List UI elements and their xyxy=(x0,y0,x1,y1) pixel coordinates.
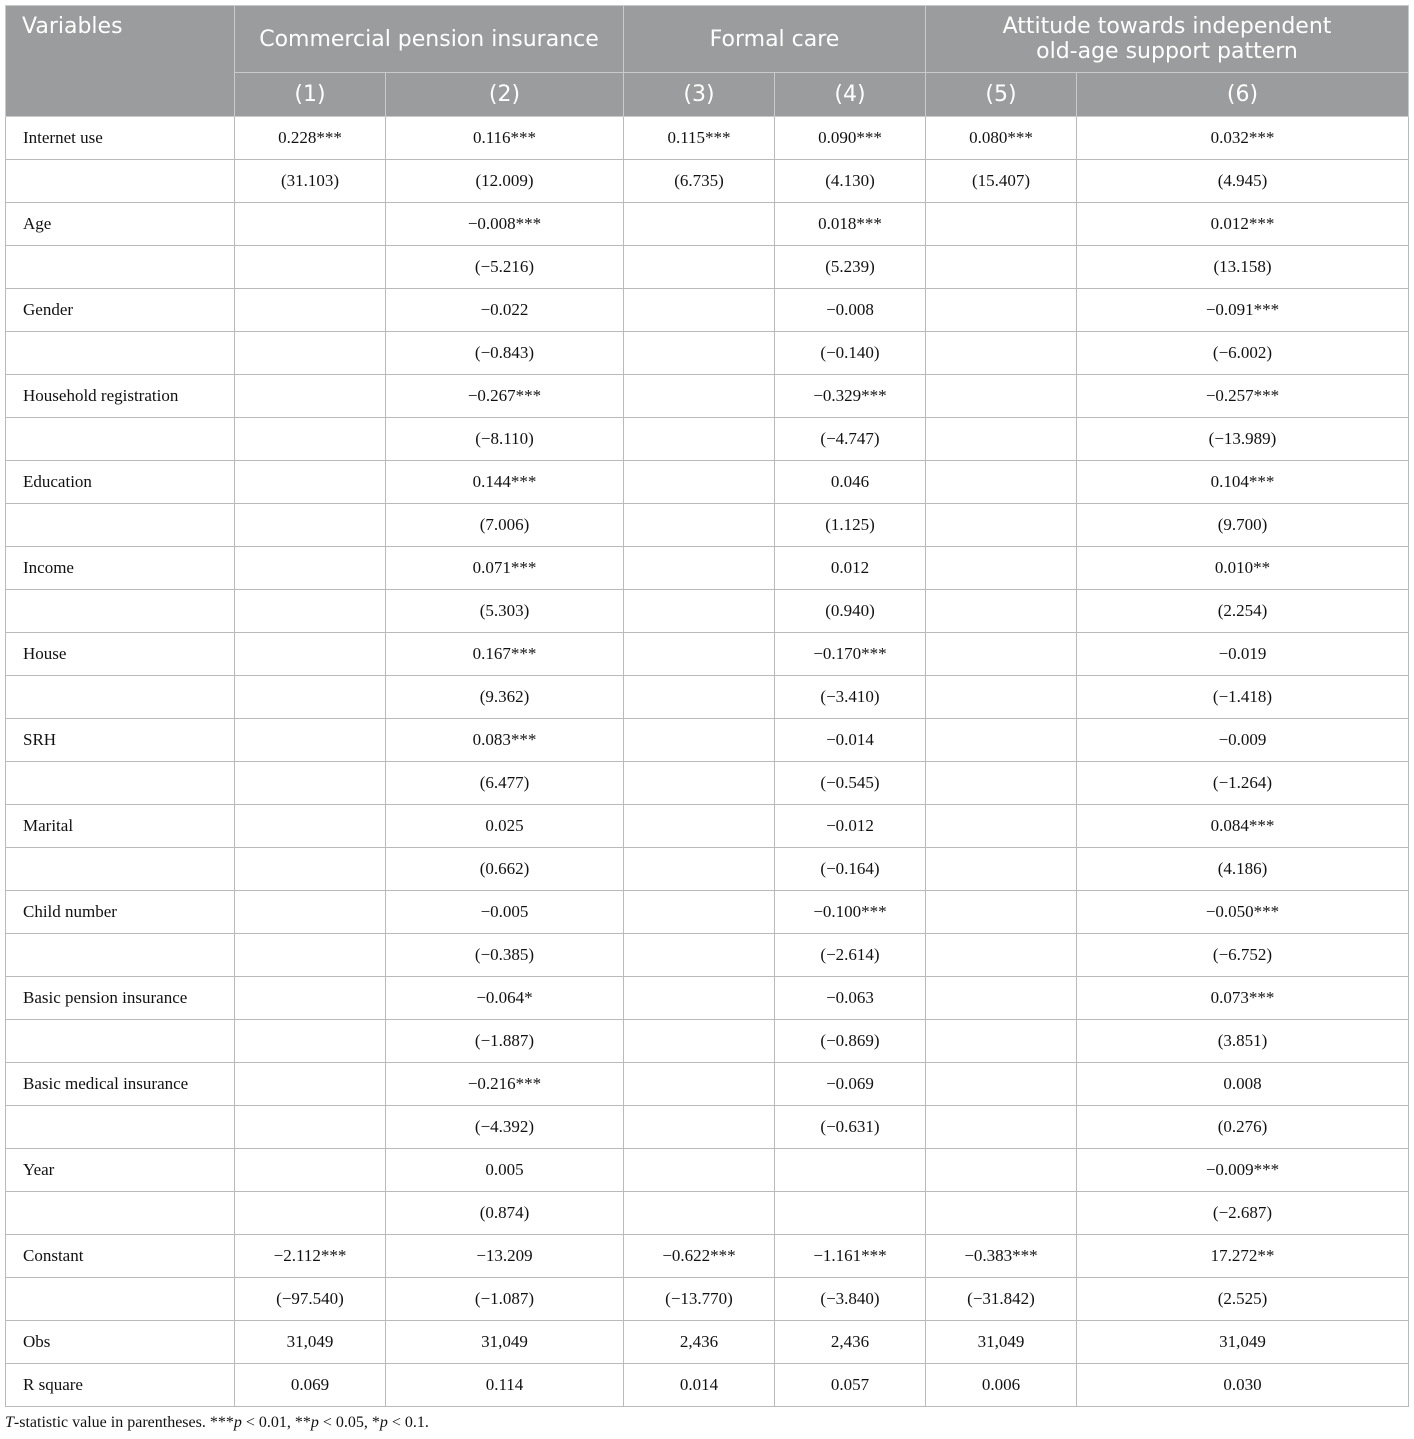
table-cell: −0.622*** xyxy=(624,1235,775,1278)
table-cell: (0.662) xyxy=(386,848,624,891)
table-cell: (9.362) xyxy=(386,676,624,719)
table-cell: (−2.687) xyxy=(1077,1192,1409,1235)
table-cell: (−0.385) xyxy=(386,934,624,977)
table-cell xyxy=(624,977,775,1020)
table-cell xyxy=(235,762,386,805)
table-row xyxy=(6,1149,1409,1192)
row-label xyxy=(6,590,235,633)
table-cell: (−4.392) xyxy=(386,1106,624,1149)
table-cell xyxy=(926,1020,1077,1063)
row-label: SRH xyxy=(6,719,235,762)
row-label: Basic medical insurance xyxy=(6,1063,235,1106)
table-cell: (31.103) xyxy=(235,160,386,203)
table-cell xyxy=(235,676,386,719)
variables-header: Variables xyxy=(6,6,235,117)
table-cell: 0.012*** xyxy=(1077,203,1409,246)
table-cell: −0.019 xyxy=(1077,633,1409,676)
table-cell xyxy=(235,848,386,891)
table-cell: (13.158) xyxy=(1077,246,1409,289)
table-cell xyxy=(926,1192,1077,1235)
table-cell xyxy=(775,1192,926,1235)
row-label xyxy=(6,160,235,203)
group-header-commercial-pension xyxy=(235,6,624,73)
table-row xyxy=(6,1106,1409,1149)
table-cell xyxy=(926,633,1077,676)
row-label: Age xyxy=(6,203,235,246)
table-cell xyxy=(624,1063,775,1106)
table-cell: (0.276) xyxy=(1077,1106,1409,1149)
table-cell: (−6.752) xyxy=(1077,934,1409,977)
table-cell xyxy=(624,375,775,418)
group-header-line1: Formal care xyxy=(709,26,840,52)
table-cell xyxy=(926,203,1077,246)
row-label xyxy=(6,848,235,891)
table-row xyxy=(6,719,1409,762)
table-cell xyxy=(926,547,1077,590)
table-cell: (−8.110) xyxy=(386,418,624,461)
table-row xyxy=(6,289,1409,332)
table-cell: 0.046 xyxy=(775,461,926,504)
table-cell: 0.010** xyxy=(1077,547,1409,590)
table-row xyxy=(6,1235,1409,1278)
table-cell xyxy=(235,719,386,762)
table-cell: (−2.614) xyxy=(775,934,926,977)
table-header xyxy=(6,6,1409,117)
table-cell xyxy=(624,934,775,977)
table-cell: 0.012 xyxy=(775,547,926,590)
table-cell: (2.254) xyxy=(1077,590,1409,633)
table-cell: 0.115*** xyxy=(624,117,775,160)
table-row xyxy=(6,1364,1409,1407)
table-cell xyxy=(926,461,1077,504)
row-label: Obs xyxy=(6,1321,235,1364)
footnote-threshold-3: < 0.1. xyxy=(387,1414,429,1431)
table-cell: −0.329*** xyxy=(775,375,926,418)
table-cell: (7.006) xyxy=(386,504,624,547)
table-cell: −0.022 xyxy=(386,289,624,332)
table-row xyxy=(6,1063,1409,1106)
table-cell: (6.477) xyxy=(386,762,624,805)
row-label: Constant xyxy=(6,1235,235,1278)
table-cell: 0.071*** xyxy=(386,547,624,590)
table-cell: 2,436 xyxy=(624,1321,775,1364)
table-cell: 31,049 xyxy=(926,1321,1077,1364)
table-row xyxy=(6,590,1409,633)
table-cell xyxy=(624,1106,775,1149)
table-row xyxy=(6,762,1409,805)
table-row xyxy=(6,418,1409,461)
table-cell: −0.012 xyxy=(775,805,926,848)
row-label xyxy=(6,1106,235,1149)
table-cell: 0.057 xyxy=(775,1364,926,1407)
table-cell xyxy=(624,891,775,934)
table-cell: −0.005 xyxy=(386,891,624,934)
table-row xyxy=(6,375,1409,418)
table-cell: (−6.002) xyxy=(1077,332,1409,375)
table-cell xyxy=(235,977,386,1020)
table-cell: −0.267*** xyxy=(386,375,624,418)
table-cell xyxy=(926,590,1077,633)
table-cell: −0.257*** xyxy=(1077,375,1409,418)
table-cell xyxy=(926,977,1077,1020)
table-cell xyxy=(235,289,386,332)
table-cell xyxy=(624,203,775,246)
table-cell: −0.050*** xyxy=(1077,891,1409,934)
table-cell xyxy=(624,633,775,676)
table-cell xyxy=(235,547,386,590)
table-cell xyxy=(624,1192,775,1235)
table-cell: −0.091*** xyxy=(1077,289,1409,332)
table-cell: 0.030 xyxy=(1077,1364,1409,1407)
table-cell xyxy=(624,848,775,891)
row-label xyxy=(6,762,235,805)
table-row xyxy=(6,504,1409,547)
table-cell xyxy=(624,1020,775,1063)
table-cell xyxy=(624,805,775,848)
column-header-6: (6) xyxy=(1077,73,1409,117)
column-header-5: (5) xyxy=(926,73,1077,117)
table-cell: 0.080*** xyxy=(926,117,1077,160)
table-cell: (−5.216) xyxy=(386,246,624,289)
table-cell xyxy=(624,461,775,504)
table-cell: 0.144*** xyxy=(386,461,624,504)
table-cell: −2.112*** xyxy=(235,1235,386,1278)
table-cell xyxy=(926,934,1077,977)
footnote-p-3: p xyxy=(379,1414,388,1431)
table-cell: (2.525) xyxy=(1077,1278,1409,1321)
table-cell: −0.383*** xyxy=(926,1235,1077,1278)
table-cell xyxy=(926,1149,1077,1192)
table-row xyxy=(6,891,1409,934)
row-label: Basic pension insurance xyxy=(6,977,235,1020)
table-cell: (0.940) xyxy=(775,590,926,633)
table-cell: 0.018*** xyxy=(775,203,926,246)
table-cell: (−1.264) xyxy=(1077,762,1409,805)
table-cell: 0.014 xyxy=(624,1364,775,1407)
table-cell xyxy=(624,289,775,332)
table-row xyxy=(6,633,1409,676)
column-header-1: (1) xyxy=(235,73,386,117)
footnote-t: T xyxy=(5,1414,14,1431)
table-cell xyxy=(624,590,775,633)
group-header-line2: old-age support pattern xyxy=(1036,39,1298,64)
group-header-line1: Commercial pension insurance xyxy=(259,26,599,52)
group-header-line1: Attitude towards independent xyxy=(1002,14,1332,39)
table-row xyxy=(6,1192,1409,1235)
table-row xyxy=(6,805,1409,848)
table-cell: −0.170*** xyxy=(775,633,926,676)
table-cell xyxy=(235,504,386,547)
row-label: Gender xyxy=(6,289,235,332)
table-cell xyxy=(926,504,1077,547)
table-cell xyxy=(235,805,386,848)
table-row xyxy=(6,1321,1409,1364)
row-label xyxy=(6,934,235,977)
table-row xyxy=(6,676,1409,719)
table-cell: 0.006 xyxy=(926,1364,1077,1407)
table-cell: (0.874) xyxy=(386,1192,624,1235)
row-label xyxy=(6,1020,235,1063)
table-cell: 0.069 xyxy=(235,1364,386,1407)
table-cell: −0.008 xyxy=(775,289,926,332)
table-cell xyxy=(926,1063,1077,1106)
table-cell xyxy=(926,891,1077,934)
row-label: Internet use xyxy=(6,117,235,160)
footnote-stars-2: ** xyxy=(294,1414,311,1431)
table-cell: 0.008 xyxy=(1077,1063,1409,1106)
table-cell: (−0.545) xyxy=(775,762,926,805)
table-cell: 0.116*** xyxy=(386,117,624,160)
table-cell: (−13.770) xyxy=(624,1278,775,1321)
table-cell xyxy=(235,891,386,934)
table-cell xyxy=(235,246,386,289)
table-body xyxy=(6,117,1409,1407)
table-row xyxy=(6,547,1409,590)
row-label xyxy=(6,332,235,375)
table-cell xyxy=(624,332,775,375)
table-cell: 31,049 xyxy=(1077,1321,1409,1364)
footnote-threshold-1: < 0.01, xyxy=(241,1414,295,1431)
row-label xyxy=(6,676,235,719)
row-label xyxy=(6,1278,235,1321)
table-cell: 0.083*** xyxy=(386,719,624,762)
table-cell: 0.228*** xyxy=(235,117,386,160)
table-cell: 17.272** xyxy=(1077,1235,1409,1278)
table-row xyxy=(6,848,1409,891)
table-cell: −0.009*** xyxy=(1077,1149,1409,1192)
column-header-2: (2) xyxy=(386,73,624,117)
table-cell xyxy=(926,805,1077,848)
column-header-4: (4) xyxy=(775,73,926,117)
table-cell: (−1.887) xyxy=(386,1020,624,1063)
footnote-stars-3: * xyxy=(371,1414,380,1431)
table-cell: 0.090*** xyxy=(775,117,926,160)
table-cell: (−0.140) xyxy=(775,332,926,375)
table-cell: −0.216*** xyxy=(386,1063,624,1106)
table-cell: (6.735) xyxy=(624,160,775,203)
table-cell xyxy=(624,676,775,719)
table-cell: 31,049 xyxy=(235,1321,386,1364)
table-cell xyxy=(624,246,775,289)
table-cell xyxy=(235,461,386,504)
row-label: Child number xyxy=(6,891,235,934)
table-cell: (−0.843) xyxy=(386,332,624,375)
table-cell xyxy=(235,203,386,246)
table-cell xyxy=(624,1149,775,1192)
table-row xyxy=(6,246,1409,289)
table-row xyxy=(6,117,1409,160)
table-cell: −0.100*** xyxy=(775,891,926,934)
table-cell xyxy=(926,719,1077,762)
table-cell: −0.014 xyxy=(775,719,926,762)
table-cell xyxy=(926,246,1077,289)
row-label: House xyxy=(6,633,235,676)
table-cell xyxy=(235,1192,386,1235)
table-row xyxy=(6,977,1409,1020)
regression-table xyxy=(5,5,1409,1407)
table-cell: 0.167*** xyxy=(386,633,624,676)
table-row xyxy=(6,461,1409,504)
row-label xyxy=(6,1192,235,1235)
row-label: Household registration xyxy=(6,375,235,418)
footnote-p-1: p xyxy=(233,1414,242,1431)
table-cell xyxy=(624,719,775,762)
row-label: Year xyxy=(6,1149,235,1192)
table-cell xyxy=(235,1020,386,1063)
table-cell: (4.130) xyxy=(775,160,926,203)
table-cell xyxy=(926,418,1077,461)
table-cell: (9.700) xyxy=(1077,504,1409,547)
table-cell: (−3.840) xyxy=(775,1278,926,1321)
table-cell: 0.025 xyxy=(386,805,624,848)
table-cell: 0.073*** xyxy=(1077,977,1409,1020)
table-cell: −0.063 xyxy=(775,977,926,1020)
table-cell: (−0.164) xyxy=(775,848,926,891)
table-cell: (5.303) xyxy=(386,590,624,633)
table-row xyxy=(6,1020,1409,1063)
table-cell xyxy=(235,332,386,375)
table-cell xyxy=(235,1063,386,1106)
table-cell: (15.407) xyxy=(926,160,1077,203)
row-label xyxy=(6,504,235,547)
table-row xyxy=(6,160,1409,203)
row-label xyxy=(6,246,235,289)
table-cell: −13.209 xyxy=(386,1235,624,1278)
table-cell xyxy=(926,1106,1077,1149)
table-cell: (−4.747) xyxy=(775,418,926,461)
table-cell: (4.945) xyxy=(1077,160,1409,203)
table-cell: −1.161*** xyxy=(775,1235,926,1278)
table-row xyxy=(6,934,1409,977)
table-cell xyxy=(775,1149,926,1192)
row-label: Income xyxy=(6,547,235,590)
table-cell xyxy=(926,375,1077,418)
row-label: Marital xyxy=(6,805,235,848)
table-row xyxy=(6,1278,1409,1321)
table-cell: (1.125) xyxy=(775,504,926,547)
table-cell: (−0.869) xyxy=(775,1020,926,1063)
table-cell xyxy=(235,1106,386,1149)
table-cell: 2,436 xyxy=(775,1321,926,1364)
row-label: Education xyxy=(6,461,235,504)
table-cell xyxy=(235,375,386,418)
table-cell: −0.008*** xyxy=(386,203,624,246)
table-cell: (−31.842) xyxy=(926,1278,1077,1321)
table-cell: (−3.410) xyxy=(775,676,926,719)
table-cell: (−13.989) xyxy=(1077,418,1409,461)
table-cell: 0.114 xyxy=(386,1364,624,1407)
table-cell xyxy=(235,934,386,977)
group-header-attitude xyxy=(926,6,1409,73)
table-cell: (−0.631) xyxy=(775,1106,926,1149)
table-cell xyxy=(624,418,775,461)
table-cell: 0.005 xyxy=(386,1149,624,1192)
table-cell xyxy=(926,332,1077,375)
header-group-row xyxy=(6,6,1409,73)
table-cell: (3.851) xyxy=(1077,1020,1409,1063)
table-cell xyxy=(235,633,386,676)
footnote-stars-1: *** xyxy=(209,1414,234,1431)
table-cell: 0.032*** xyxy=(1077,117,1409,160)
table-cell: −0.064* xyxy=(386,977,624,1020)
table-row xyxy=(6,203,1409,246)
footnote-text: -statistic value in parentheses. xyxy=(13,1414,210,1431)
table-footnote xyxy=(5,1414,429,1432)
table-cell: (12.009) xyxy=(386,160,624,203)
table-cell xyxy=(624,504,775,547)
row-label: R square xyxy=(6,1364,235,1407)
table-cell xyxy=(235,590,386,633)
table-row xyxy=(6,332,1409,375)
table-cell: (−1.418) xyxy=(1077,676,1409,719)
table-cell xyxy=(926,762,1077,805)
table-cell: (−97.540) xyxy=(235,1278,386,1321)
table-cell: 0.084*** xyxy=(1077,805,1409,848)
table-cell xyxy=(235,1149,386,1192)
table-cell: −0.069 xyxy=(775,1063,926,1106)
column-header-3: (3) xyxy=(624,73,775,117)
footnote-threshold-2: < 0.05, xyxy=(318,1414,372,1431)
table-cell: 31,049 xyxy=(386,1321,624,1364)
row-label xyxy=(6,418,235,461)
table-cell: −0.009 xyxy=(1077,719,1409,762)
group-header-formal-care xyxy=(624,6,926,73)
table-cell: (−1.087) xyxy=(386,1278,624,1321)
table-cell: (5.239) xyxy=(775,246,926,289)
table-cell xyxy=(926,676,1077,719)
table-cell xyxy=(624,547,775,590)
footnote-p-2: p xyxy=(310,1414,319,1431)
table-cell: 0.104*** xyxy=(1077,461,1409,504)
table-cell xyxy=(926,289,1077,332)
table-cell: (4.186) xyxy=(1077,848,1409,891)
table-cell xyxy=(235,418,386,461)
table-cell xyxy=(624,762,775,805)
table-cell xyxy=(926,848,1077,891)
